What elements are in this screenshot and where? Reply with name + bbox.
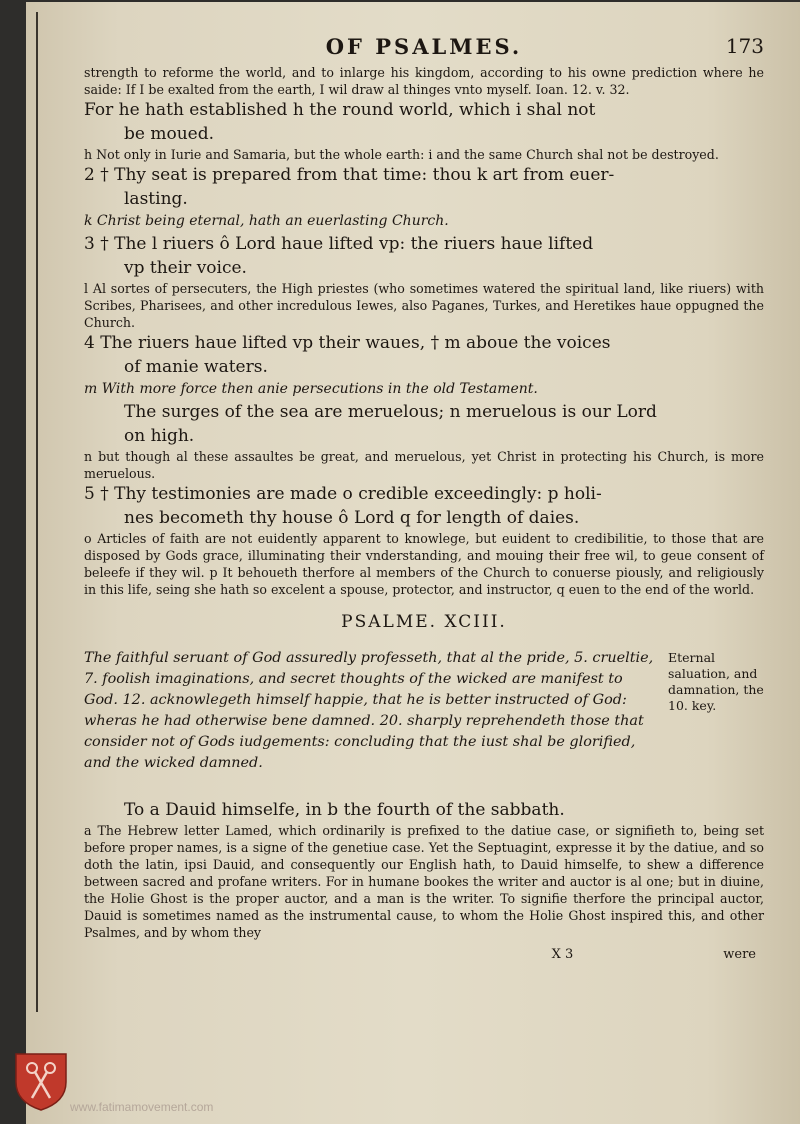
note-text: m With more force then anie persecutions in the old Testament.	[84, 381, 538, 397]
page-number: 173	[725, 34, 764, 58]
annotation-a: a The Hebrew letter Lamed, which ordinarily is prefixed to the datiue case, or signifieth to, being set before proper names, is a signe of the genetiue case. Yet the Septuagint, expresse it by the datiue, and so doth the latin, ipsi Dauid, and consequently our English hath, to Dauid himselfe, to shew a difference between sacred and profane writers. For in humane bookes the writer and auctor is al one; but in diuine, the Holie Ghost is the proper auctor, and a man is the writer. To signifie therfore the principal auctor, Dauid is sometimes named as the instrumental cause, to whom the Holie Ghost inspired this, and other Psalmes, and by whom they	[84, 823, 764, 940]
note-text: strength to reforme the world, and to inlarge his kingdom, according to his owne prediction where he saide: If I be exalted from the earth, I wil draw al thinges vnto myself. Ioan. 12. v. 32.	[84, 65, 764, 97]
catchword: were	[723, 947, 756, 962]
verse-line: vp their voice.	[124, 258, 247, 278]
verse-line: lasting.	[124, 189, 188, 209]
page-content	[84, 34, 764, 962]
verse-line: 5 † Thy testimonies are made o credible exceedingly: p holi-	[84, 484, 602, 504]
argument-block	[84, 648, 764, 774]
psalm-argument: The faithful seruant of God assuredly professeth, that al the pride, 5. crueltie, 7. foolish imaginations, and secret thoughts of the wicked are manifest to God. 12. acknowlegeth himself happie, that he is better instructed of God: wheras he had otherwise bene damned. 20. sharply reprehendeth those that consider not of Gods iudgements: concluding that the iust shal be glorified, and the wicked damned.	[84, 650, 654, 771]
book-page	[26, 2, 800, 1124]
running-header	[84, 34, 764, 64]
signature-mark: X 3	[551, 947, 574, 962]
note-text: h Not only in Iurie and Samaria, but the whole earth: i and the same Church shal not be destroyed.	[84, 147, 719, 162]
psalm-title: PSALME. XCIII.	[341, 612, 507, 632]
verse-line: be moued.	[124, 124, 214, 144]
verse-line: 3 † The l riuers ô Lord haue lifted vp: the riuers haue lifted	[84, 234, 594, 254]
verse-line: of manie waters.	[124, 357, 268, 377]
margin-note: Eternal saluation, and damnation, the 10. key.	[668, 650, 764, 713]
verse-line: nes becometh thy house ô Lord q for length of daies.	[124, 508, 580, 528]
verse-line: on high.	[124, 426, 195, 446]
note-text: o Articles of faith are not euidently apparent to knowlege, but euident to credibilitie, to those that are disposed by Gods grace, illuminating their vnderstanding, and mouing their free wil, to geue consent of beleefe if they wil. p It behoueth therfore al members of the Church to conuerse piously, and religiously in this life, seing she hath so excelent a spouse, protector, and instructor, q euen to the end of the world.	[84, 531, 764, 597]
running-title: OF PSALMES.	[325, 34, 523, 59]
note-text: l Al sortes of persecuters, the High priestes (who sometimes watered the spiritual land, like riuers) with Scribes, Pharisees, and other incredulous Iewes, also Paganes, Turkes, and Heretikes haue oppugned the Church.	[84, 281, 764, 330]
catchword-line	[84, 947, 764, 962]
note-text: k Christ being eternal, hath an euerlasting Church.	[84, 213, 449, 229]
verse-line: 2 † Thy seat is prepared from that time: thou k art from euer-	[84, 165, 615, 185]
left-rule	[36, 12, 38, 1012]
website-watermark: www.fatimamovement.com	[70, 1100, 214, 1114]
verse-line: 4 The riuers haue lifted vp their waues, † m aboue the voices	[84, 333, 611, 353]
psalm-heading: To a Dauid himselfe, in b the fourth of the sabbath.	[124, 800, 565, 820]
note-text: n but though al these assaultes be great, and meruelous, yet Christ in protecting his Church, is more meruelous.	[84, 449, 764, 481]
verse-line: The surges of the sea are meruelous; n meruelous is our Lord	[124, 402, 657, 422]
verse-line: For he hath established h the round world, which i shal not	[84, 100, 596, 120]
verses-block	[84, 64, 764, 598]
coat-of-arms-logo-icon	[14, 1052, 68, 1112]
